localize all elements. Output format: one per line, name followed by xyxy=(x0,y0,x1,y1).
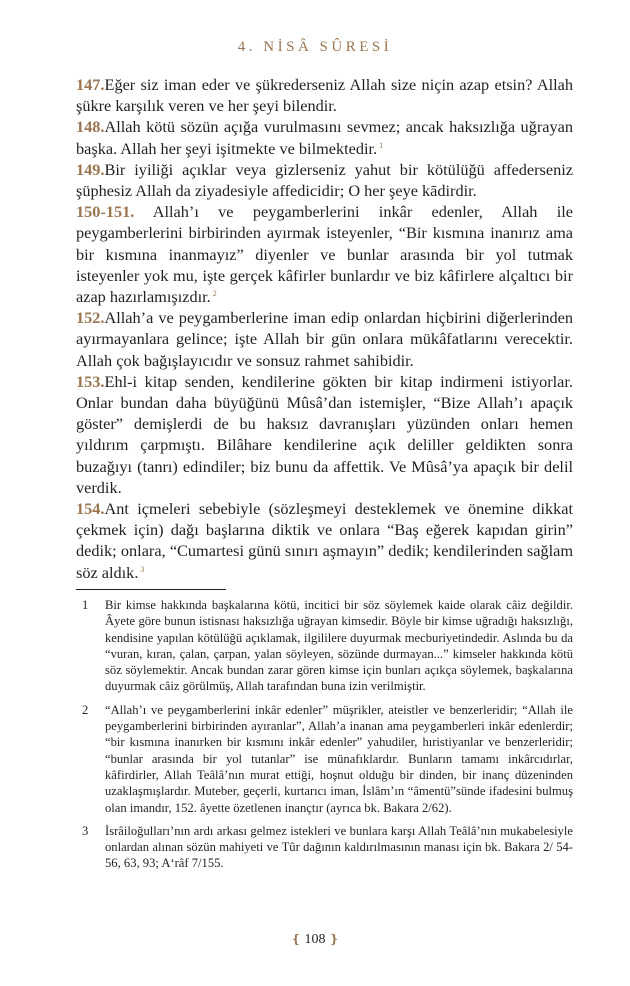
verse-text: Ehl-i kitap senden, kendilerine gökten bir kitap indirmeni istiyorlar. Onlar bundan daha büyüğünü Mûsâ’dan istemişler, “Bize Allah’ı apaçık göster” demişlerdi de bu haksız davranışları yüzünden onları hemen yıldırım çarpmıştı. Bilâhare kendilerine açık deliller geldikten sonra buzağıyı (tanrı) edindiler; biz bunu da affettik. Ve Mûsâ’ya apaçık bir delil verdik. xyxy=(76,371,573,497)
verse-text: Allah’a ve peygamberlerine iman edip onlardan hiçbirini diğerlerinden ayırmayanlara gelince; işte Allah bir gün onlara mükâfatlarını verecektir. Allah çok bağışlayıcıdır ve sonsuz rahmet sahibidir. xyxy=(76,308,573,370)
verse-number: 147. xyxy=(76,75,105,94)
verse-text: Ant içmeleri sebebiyle (sözleşmeyi desteklemek ve önemine dikkat çekmek için) dağı başlarına diktik ve onlara “Baş eğerek kapıdan girin” dedik; onlara, “Cumartesi günü sınırı aşmayın” dedik; kendilerinden sağlam söz aldık. xyxy=(76,499,573,582)
page-number-value: 108 xyxy=(304,932,326,947)
footnote-ref-3[interactable]: 3 xyxy=(140,564,145,574)
footnote-3 xyxy=(76,823,573,872)
footnote-text: Bir kimse hakkında başkalarına kötü, incitici bir söz söylemek kaide olarak câiz değildir. Âyete göre bunun istisnası haksızlığa uğrayan kimsedir. Böyle bir kimse uğradığı haksızlığı, kendisine yapılan kötülüğü açıklamak, ilgililere duyurmak mecburiyetindedir. Aslında bu da “vuran, kıran, çalan, çarpan, yalan söyleyen, sözünde durmayan...” kimseler hakkında kötü söz söylemektir. Ancak bundan zarar gören kimse için bunları açıkça söylemek, başkalarına duyurmak câiz görülmüş, Allah tarafından buna izin verilmiştir. xyxy=(105,598,573,694)
footnote-ref-2[interactable]: 2 xyxy=(212,289,217,299)
verse-150-151 xyxy=(76,201,573,307)
verse-text: Bir iyiliği açıklar veya gizlerseniz yahut bir kötülüğü affederseniz şüphesiz Allah da ziyadesiyle affedicidir; O her şeye kādirdir. xyxy=(76,159,573,201)
ornament-right-icon: ❵ xyxy=(329,932,340,946)
footnote-divider xyxy=(76,589,226,590)
running-header: 4. NİSÂ SÛRESİ xyxy=(237,39,393,55)
verse-text: Allah kötü sözün açığa vurulmasını sevmez; ancak haksızlığa uğrayan başka. Allah her şeyi işitmekte ve bilmektedir. xyxy=(76,117,573,158)
verse-text-block xyxy=(76,74,573,583)
verse-149 xyxy=(76,159,573,201)
footnote-1 xyxy=(76,597,573,695)
footnote-number: 1 xyxy=(82,598,89,612)
verse-text: Allah’ı ve peygamberlerini inkâr edenler, Allah ile peygamberlerini birbirinden ayırmak isteyenler, “Bir kısmına inanırız ama bir kısmına inanmayız” diyenler ve bunlar arasında bir yol tutmak isteyenler yok mu, işte gerçek kâfirler bunlardır ve biz kâfirlere alçaltıcı bir azap hazırlamışızdır. xyxy=(76,202,574,307)
verse-154 xyxy=(76,498,573,583)
verse-147 xyxy=(76,74,573,116)
footnote-number: 3 xyxy=(82,823,89,838)
verse-number: 153. xyxy=(76,371,105,391)
verse-148 xyxy=(76,116,573,158)
verse-153 xyxy=(76,371,573,498)
footnote-ref-1[interactable]: 1 xyxy=(379,140,384,150)
verse-number: 152. xyxy=(76,308,105,328)
page-number xyxy=(0,932,630,948)
footnote-2 xyxy=(76,702,573,816)
verse-number: 149. xyxy=(76,159,105,179)
footnote-text: “Allah’ı ve peygamberlerini inkâr edenler” müşrikler, ateistler ve benzerleridir; “Allah ile peygamberlerini birbirinden ayıranlar”, Allah’a inanan ama peygamberleri inkâr edenlerdir; “bir kısmına inanırken bir kısmını inkâr edenler” yahudiler, hıristiyanlar ve benzerleridir; “bunlar arasında bir yol tutanlar” ise münafıklardır. Bunların tamamı inkârcıdırlar, kâfirdirler, Allah Teâlâ’nın murat ettiği, hoşnut olduğu bir dinden, bir inanç düzeninden uzaklaşmışlardır. Muteber, geçerli, kurtarıcı iman, İslâm’ın “âmentü”sünde ifadesini bulmuş olan imandır, 152. âyette özetlenen inançtır (ayrıca bk. Bakara 2/62). xyxy=(105,702,573,815)
footnote-number: 2 xyxy=(82,702,89,717)
verse-number: 148. xyxy=(76,117,105,137)
verse-text: Eğer siz iman eder ve şükrederseniz Allah size niçin azap etsin? Allah şükre karşılık veren ve her şeyi bilendir. xyxy=(76,75,573,116)
ornament-left-icon: ❴ xyxy=(290,932,301,946)
footnotes-block xyxy=(76,597,573,879)
footnote-text: İsrâiloğulları’nın ardı arkası gelmez istekleri ve bunlara karşı Allah Teâlâ’nın mukabelesiyle onlardan alınan sözün mahiyeti ve Tûr dağının kaldırılmasının manası için bk. Bakara 2/ 54-56, 63, 93; A‘râf 7/155. xyxy=(105,823,573,871)
verse-152 xyxy=(76,307,573,371)
verse-number: 150-151. xyxy=(76,202,135,222)
verse-number: 154. xyxy=(76,499,105,519)
